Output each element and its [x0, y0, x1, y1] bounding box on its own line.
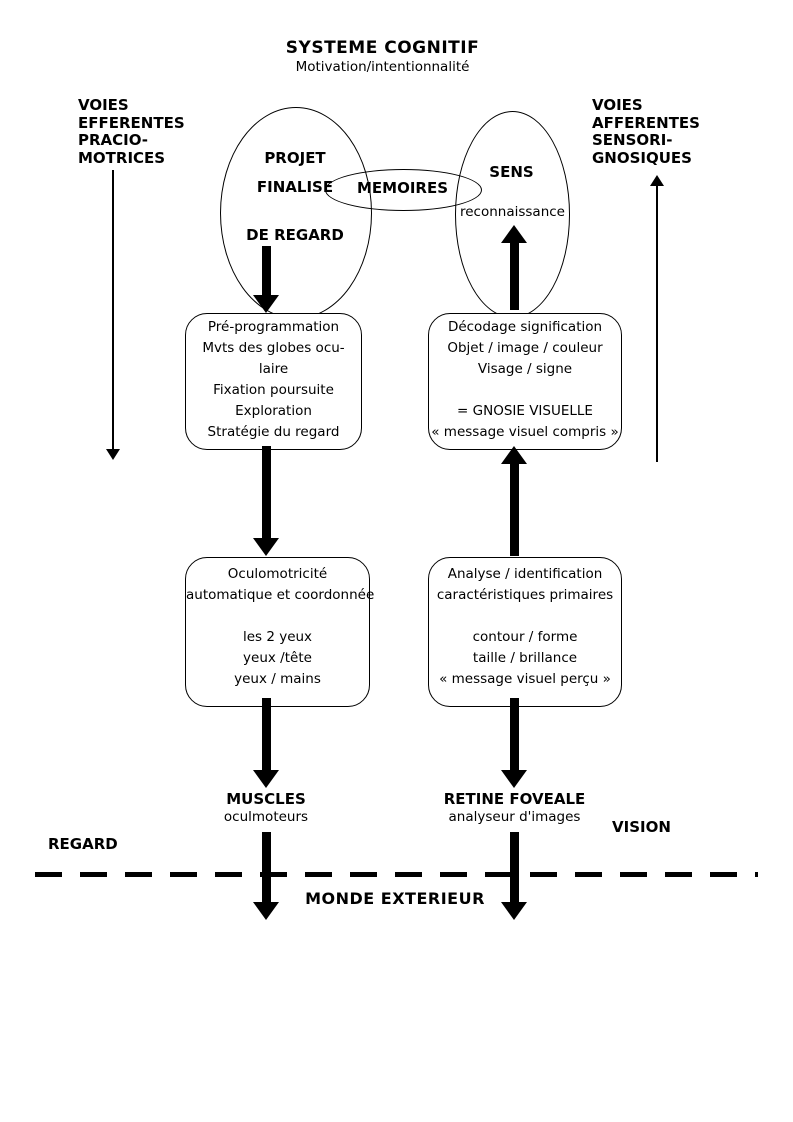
afferent-label-line: AFFERENTES — [592, 113, 700, 132]
efferent-label-line: PRACIO- — [78, 131, 148, 149]
arrow-projet-to-preprogrammation — [253, 246, 279, 313]
arrow-shaft — [112, 170, 114, 451]
preprogrammation-box — [185, 313, 362, 450]
preprogrammation-line: Exploration — [235, 403, 312, 419]
oculomotricite-line: automatique et coordonnée — [186, 587, 375, 603]
arrow-analyse-to-retine — [501, 698, 527, 788]
page-title: SYSTEME COGNITIF — [285, 38, 480, 58]
decodage-line: = GNOSIE VISUELLE — [457, 403, 593, 419]
arrow-shaft — [262, 446, 271, 540]
preprogrammation-line: Pré-programmation — [207, 319, 340, 335]
arrow-head-up-icon — [501, 446, 527, 464]
arrow-shaft — [510, 241, 519, 310]
retine-title: RETINE FOVEALE — [443, 790, 586, 808]
efferent-pathway-label — [78, 97, 185, 167]
arrow-head-down-icon — [501, 770, 527, 788]
preprogrammation-line: Mvts des globes ocu- — [202, 340, 345, 356]
projet-ellipse-line: DE REGARD — [246, 226, 344, 244]
arrow-head-up-icon — [501, 225, 527, 243]
decodage-box — [428, 313, 622, 450]
arrow-decodage-to-sens — [501, 225, 527, 310]
arrow-shaft — [262, 832, 271, 904]
vision-label: VISION — [612, 818, 671, 836]
afferent-pathway-label — [592, 97, 700, 167]
projet-ellipse-line: FINALISE — [256, 178, 334, 196]
memoires-label: MEMOIRES — [356, 179, 449, 197]
arrow-head-down-icon — [253, 902, 279, 920]
arrow-head-down-icon — [501, 902, 527, 920]
monde-exterieur-label: MONDE EXTERIEUR — [305, 889, 485, 908]
arrow-head-down-icon — [253, 538, 279, 556]
oculomotricite-line: yeux / mains — [234, 671, 321, 687]
retine-subtitle: analyseur d'images — [448, 809, 581, 825]
oculomotricite-line: Oculomotricité — [227, 566, 328, 582]
arrow-shaft — [262, 246, 271, 297]
arrow-shaft — [510, 832, 519, 904]
analyse-box — [428, 557, 622, 707]
regard-label: REGARD — [48, 835, 118, 853]
monde-exterieur-boundary-line — [35, 872, 758, 877]
oculomotricite-line: les 2 yeux — [242, 629, 313, 645]
arrow-analyse-to-decodage — [501, 446, 527, 556]
projet-ellipse-line: PROJET — [264, 149, 326, 167]
efferent-label-line: MOTRICES — [78, 148, 166, 167]
efferent-direction-arrow — [106, 170, 120, 460]
oculomotricite-line — [186, 608, 369, 629]
afferent-direction-arrow — [650, 175, 664, 462]
arrow-head-down-icon — [253, 770, 279, 788]
page-subtitle: Motivation/intentionnalité — [295, 59, 470, 75]
projet-ellipse — [220, 107, 372, 319]
analyse-line: contour / forme — [472, 629, 578, 645]
arrow-shaft — [510, 698, 519, 772]
afferent-label-line: SENSORI- — [592, 131, 673, 149]
arrow-head-down-icon — [106, 449, 120, 460]
arrow-preprogrammation-to-oculomotricite — [253, 446, 279, 556]
decodage-line: Visage / signe — [477, 361, 573, 377]
sens-subtitle: reconnaissance — [459, 204, 565, 220]
arrow-shaft — [510, 462, 519, 556]
muscles-subtitle: oculmoteurs — [223, 809, 309, 825]
oculomotricite-box — [185, 557, 375, 707]
analyse-line: caractéristiques primaires — [436, 587, 614, 603]
decodage-line: Objet / image / couleur — [447, 340, 603, 356]
arrow-oculomotricite-to-muscles — [253, 698, 279, 788]
decodage-line: « message visuel compris » — [431, 424, 619, 440]
analyse-line — [429, 608, 621, 629]
muscles-title: MUSCLES — [226, 790, 306, 808]
analyse-line: taille / brillance — [472, 650, 578, 666]
preprogrammation-line: laire — [258, 361, 289, 377]
sens-title: SENS — [489, 163, 534, 181]
efferent-label-line: VOIES — [78, 96, 129, 114]
afferent-label-line: GNOSIQUES — [592, 148, 692, 167]
analyse-line: Analyse / identification — [447, 566, 603, 582]
decodage-line: Décodage signification — [447, 319, 603, 335]
arrow-head-up-icon — [650, 175, 664, 186]
analyse-line: « message visuel perçu » — [439, 671, 611, 687]
efferent-label-line: EFFERENTES — [78, 113, 185, 132]
decodage-line — [429, 382, 621, 403]
arrow-shaft — [656, 184, 658, 462]
preprogrammation-line: Fixation poursuite — [213, 382, 334, 398]
arrow-head-down-icon — [253, 295, 279, 313]
arrow-shaft — [262, 698, 271, 772]
afferent-label-line: VOIES — [592, 96, 643, 114]
oculomotricite-line: yeux /tête — [243, 650, 312, 666]
preprogrammation-line: Stratégie du regard — [207, 424, 340, 440]
